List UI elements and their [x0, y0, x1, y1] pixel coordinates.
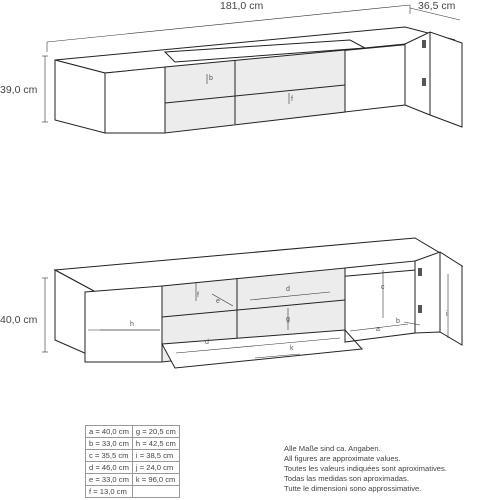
legend-row [86, 450, 180, 462]
bottom-view-drawing [0, 238, 462, 368]
marker-d-bottom: d [205, 339, 209, 346]
left-door [105, 67, 165, 133]
hinge-icon [422, 40, 426, 48]
note-line: Tutte le dimensioni sono approssimative. [284, 484, 422, 493]
legend-cell: i = 38,5 cm [132, 450, 179, 462]
legend-row [86, 486, 180, 498]
marker-a: a [376, 326, 380, 333]
legend-cell: a = 40,0 cm [86, 426, 133, 438]
legend-row [86, 474, 180, 486]
legend-cell: e = 33,0 cm [86, 474, 133, 486]
note-line: Alle Maße sind ca. Angaben. [284, 444, 381, 453]
right-door-open-2 [415, 252, 462, 345]
left-door-2 [85, 286, 162, 362]
marker-b-2: b [396, 318, 400, 325]
marker-i: i [446, 311, 448, 318]
legend-cell: d = 46,0 cm [86, 462, 133, 474]
depth-dimension-label: 36,5 cm [418, 0, 456, 12]
legend-row [86, 462, 180, 474]
height-dimension-label-2: 40,0 cm [0, 314, 38, 326]
left-side-panel [55, 60, 105, 133]
marker-k: k [290, 345, 294, 352]
legend-cell: j = 24,0 cm [132, 462, 179, 474]
marker-e: e [216, 298, 220, 305]
legend-cell [132, 486, 179, 498]
marker-g: g [286, 316, 290, 323]
marker-c: c [381, 284, 385, 291]
right-door-open [405, 32, 462, 127]
legend-cell: k = 96,0 cm [132, 474, 179, 486]
hinge-icon [418, 268, 422, 276]
note-line: All figures are approximate values. [284, 454, 401, 463]
width-dimension-label: 181,0 cm [220, 0, 264, 12]
legend-cell: c = 35,5 cm [86, 450, 133, 462]
marker-f-2: f [197, 292, 199, 299]
legend-cell: f = 13,0 cm [86, 486, 133, 498]
legend-cell: h = 42,5 cm [132, 438, 179, 450]
marker-b: b [209, 75, 213, 82]
hinge-icon [418, 305, 422, 313]
note-line: Todas las medidas son aproximadas. [284, 474, 409, 483]
height-dimension-label: 39,0 cm [0, 84, 38, 96]
note-line: Toutes les valeurs indiquées sont aproximatives. [284, 464, 447, 473]
hinge-icon [422, 78, 426, 86]
legend-cell: b = 33,0 cm [86, 438, 133, 450]
approximate-values-note [284, 444, 447, 494]
marker-d-top: d [286, 286, 290, 293]
legend-row [86, 438, 180, 450]
legend-cell: g = 20,5 cm [132, 426, 179, 438]
right-compartment [345, 44, 405, 112]
top-view-drawing [0, 0, 462, 133]
legend-row [86, 426, 180, 438]
marker-f: f [291, 96, 293, 103]
marker-h: h [130, 321, 134, 328]
dimension-legend-table [85, 425, 180, 498]
